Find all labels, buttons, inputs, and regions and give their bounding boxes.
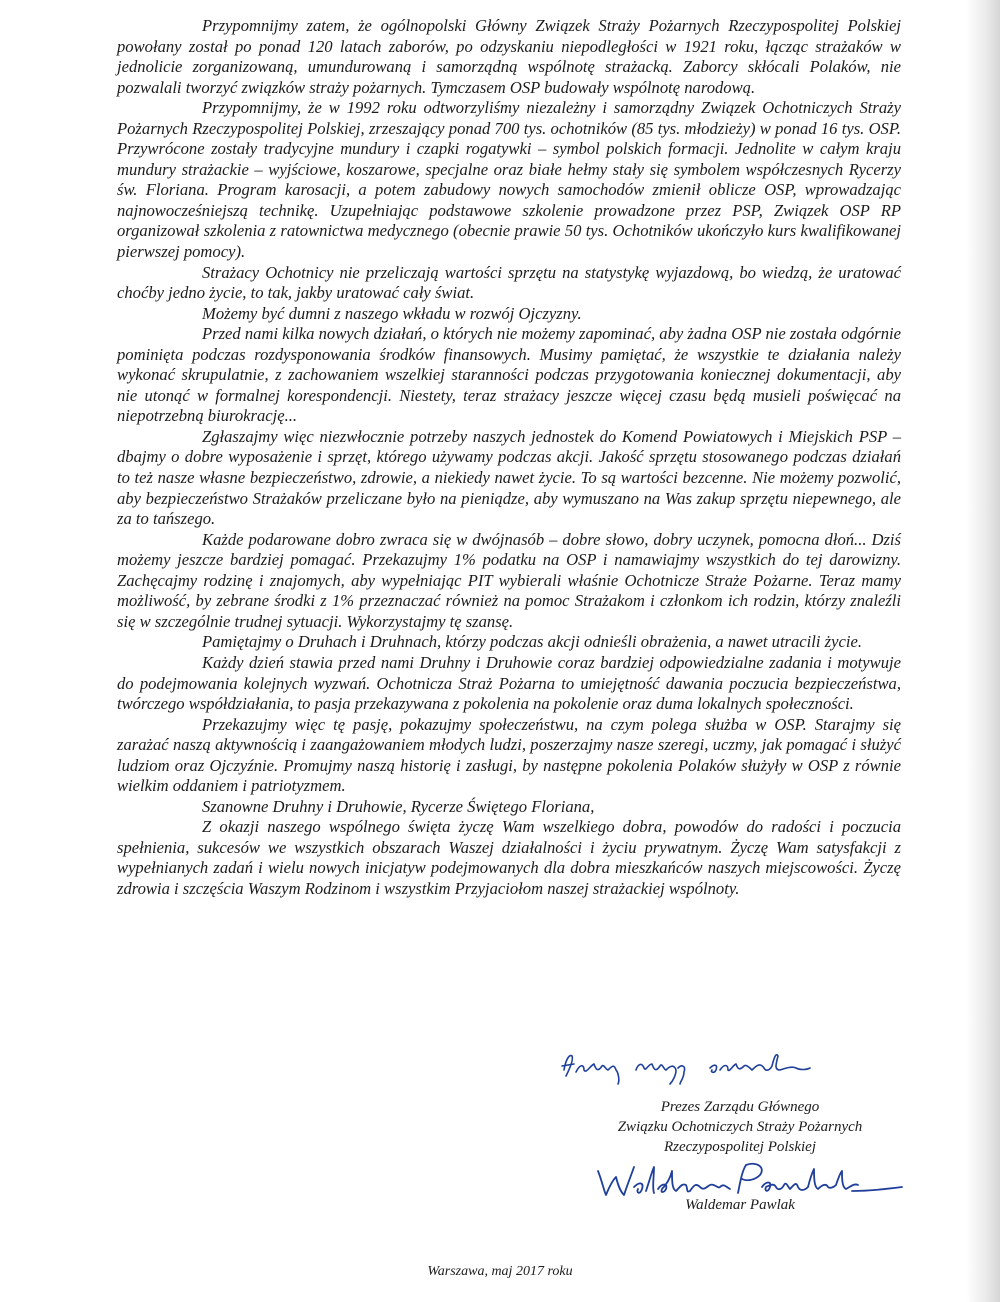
wishes-paragraph: Z okazji naszego wspólnego święta życzę Wam wszelkiego dobra, powodów do radości i poczucia spełnienia, sukcesów we wszystkich obszarach Waszej działalności i życiu prywatnym. Życzę Wam satysfakcji z wypełnianych zadań i wielu nowych inicjatyw podejmowanych dla dobra mieszkańców naszych miejscowości. Życzę zdrowia i szczęścia Waszym Rodzinom i wszystkim Przyjaciołom naszej strażackiej wspólnoty. (117, 817, 901, 898)
paragraph-2: Przypomnijmy, że w 1992 roku odtworzyliśmy niezależny i samorządny Związek Ochotniczych Straży Pożarnych Rzeczypospolitej Polskiej, zrzeszający ponad 700 tys. ochotników (85 tys. młodzieży) w ponad 16 tys. OSP. Przywrócone zostały tradycyjne mundury i czapki rogatywki – symbol polskich formacji. Jednolite w całym kraju mundury strażackie – wyjściowe, koszarowe, specjalne oraz białe hełmy stały się symbolem współczesnych Rycerzy św. Floriana. Program karosacji, a potem zabudowy nowych samochodów zmienił oblicze OSP, wprowadzając najnowocześniejszą technikę. Uzupełniając podstawowe szkolenie prowadzone przez PSP, Związek OSP RP organizował szkolenia z ratownictwa medycznego (obecnie prawie 50 tys. Ochotników ukończyło kurs kwalifikowanej pierwszej pomocy). (117, 98, 901, 262)
signatory-name: Waldemar Pawlak (685, 1197, 795, 1213)
paragraph-7: Każde podarowane dobro zwraca się w dwójnasób – dobre słowo, dobry uczynek, pomocna dłoń... Dziś możemy jeszcze bardziej pomagać. Przekazujmy 1% podatku na OSP i namawiajmy wszystkich do tej darowizny. Zachęcajmy rodzinę i znajomych, aby wypełniając PIT wybierali właśnie Ochotnicze Straże Pożarne. Teraz mamy możliwość, by zebrane środki z 1% przeznaczać również na pomoc Strażakom i członkom ich rodzin, którzy znaleźli się w szczególnie trudnej sytuacji. Wykorzystajmy tę szansę. (117, 529, 901, 631)
paragraph-1: Przypomnijmy zatem, że ogólnopolski Główny Związek Straży Pożarnych Rzeczypospolitej Polskiej powołany został po ponad 120 latach zaborów, po odzyskaniu niepodległości w 1921 roku, łącząc strażaków w jednolicie zorganizowaną, umundurowaną i samorządną wspólnotę strażacką. Zaborcy skłócali Polaków, nie pozwalali tworzyć związków straży pożarnych. Tymczasem OSP budowały wspólnotę narodową. (117, 16, 901, 97)
paragraph-8: Pamiętajmy o Druhach i Druhnach, którzy podczas akcji odnieśli obrażenia, a nawet utracili życie. (202, 632, 862, 652)
paragraph-5: Przed nami kilka nowych działań, o których nie możemy zapominać, aby żadna OSP nie została odgórnie pominięta podczas rozdysponowania środków finansowych. Musimy pamiętać, że wszystkie te działania należy wykonać skrupulatnie, z zachowaniem wszelkiej staranności podczas przygotowania koniecznej dokumentacji, aby nie utonąć w formalnej korespondencji. Niestety, teraz strażacy jeszcze więcej czasu będą musieli poświęcać na niepotrzebną biurokrację... (117, 324, 901, 426)
paragraph-4: Możemy być dumni z naszego wkładu w rozwój Ojczyzny. (202, 303, 582, 323)
paragraph-3: Strażacy Ochotnicy nie przeliczają wartości sprzętu na statystykę wyjazdową, bo wiedzą, że uratować choćby jedno życie, to tak, jakby uratować cały świat. (117, 262, 901, 303)
page-edge-shadow (966, 0, 1000, 1302)
signatory-title-line-3: Rzeczypospolitej Polskiej (663, 1139, 817, 1155)
paragraph-9: Każdy dzień stawia przed nami Druhny i Druhowie coraz bardziej odpowiedzialne zadania i motywuje do podejmowania kolejnych wyzwań. Ochotnicza Straż Pożarna to umiejętność dawania poczucia bezpieczeństwa, twórczego współdziałania, to pasja przekazywana z pokolenia na pokolenie oraz duma lokalnych społeczności. (117, 652, 901, 714)
greeting-paragraph: Szanowne Druhny i Druhowie, Rycerze Świętego Floriana, (202, 796, 595, 816)
handwritten-closing-note (560, 1040, 860, 1090)
place-and-date: Warszawa, maj 2017 roku (427, 1264, 573, 1279)
signatory-title (560, 1097, 920, 1157)
handwritten-signature (590, 1157, 910, 1202)
paragraph-6: Zgłaszajmy więc niezwłocznie potrzeby naszych jednostek do Komend Powiatowych i Miejskich PSP – dbajmy o dobre wyposażenie i sprzęt, którego używamy podczas akcji. Jakość sprzętu stosowanego podczas działań to też nasze własne bezpieczeństwo, zdrowie, a niekiedy nawet życie. To są wartości bezcenne. Nie możemy pozwolić, aby bezpieczeństwo Strażaków przeliczane było na pieniądze, aby wymuszano na Was zakup sprzętu niepewnego, ale za to tańszego. (117, 426, 901, 529)
letter-body (117, 16, 901, 900)
paragraph-10: Przekazujmy więc tę pasję, pokazujmy społeczeństwu, na czym polega służba w OSP. Starajmy się zarażać naszą aktywnością i zaangażowaniem młodych ludzi, poszerzajmy nasze szeregi, uczmy, jak pomagać i służyć ludziom oraz Ojczyźnie. Promujmy naszą historię i zasługi, by następne pokolenia Polaków służyły w OSP z równie wielkim oddaniem i patriotyzmem. (117, 714, 901, 796)
signatory-title-line-2: Związku Ochotniczych Straży Pożarnych (617, 1119, 863, 1135)
signatory-title-line-1: Prezes Zarządu Głównego (660, 1099, 820, 1115)
